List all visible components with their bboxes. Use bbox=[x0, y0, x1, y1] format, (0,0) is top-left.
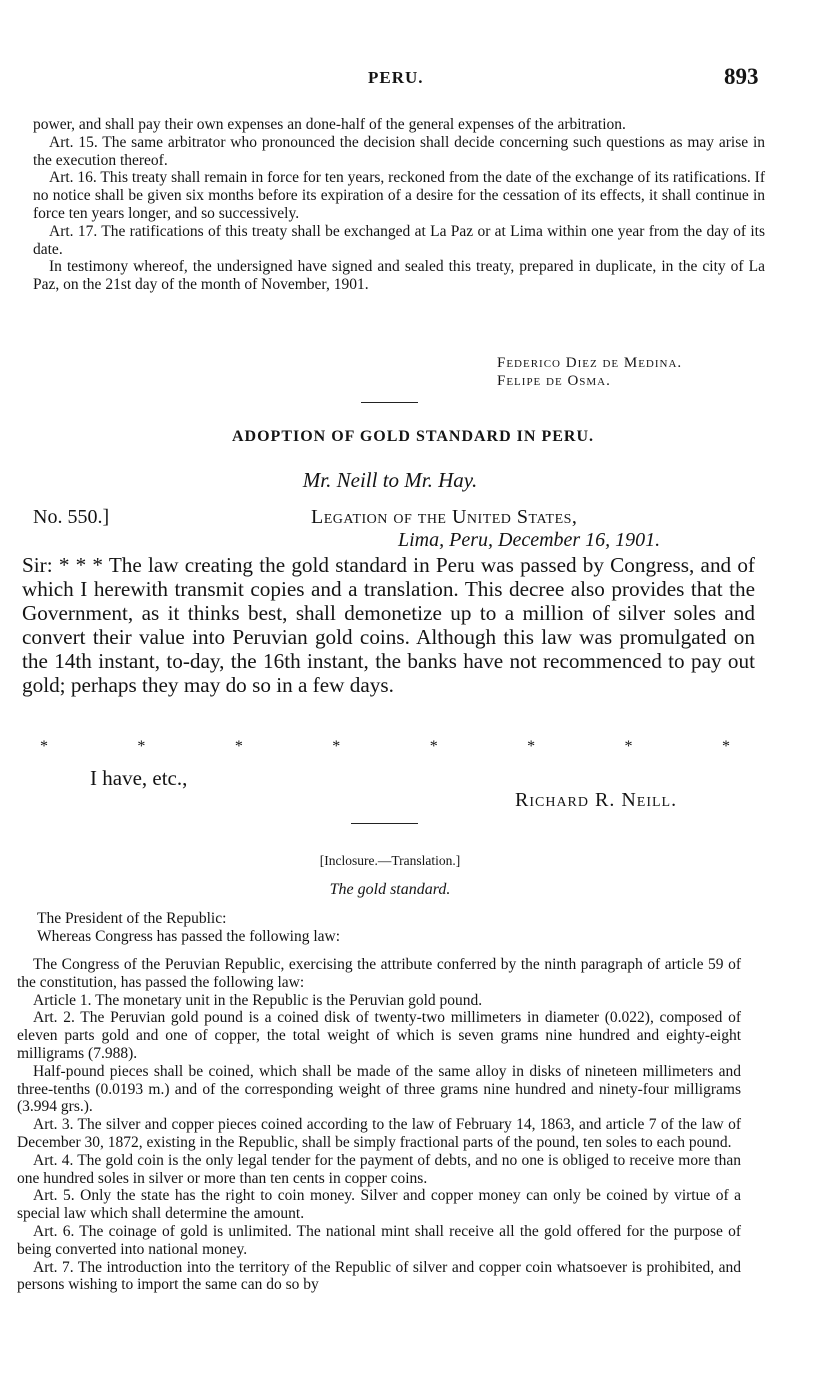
paragraph: The Congress of the Peruvian Republic, exercising the attribute conferred by the ninth paragraph of article 59 of the constitution, has passed the following law: bbox=[17, 956, 741, 991]
paragraph: In testimony whereof, the undersigned have signed and sealed this treaty, prepared in duplicate, in the city of La Paz, on the 21st day of the month of November, 1901. bbox=[33, 258, 765, 294]
paragraph: Art. 6. The coinage of gold is unlimited. The national mint shall receive all the gold offered for the purpose of being converted into national money. bbox=[17, 1222, 741, 1258]
section-title: ADOPTION OF GOLD STANDARD IN PERU. bbox=[231, 428, 594, 445]
paragraph: Half-pound pieces shall be coined, which shall be made of the same alloy in disks of nineteen millimeters and three-tenths (0.0193 m.) and of the corresponding weight of three grams nine hundred and ninety-four milligrams (3.994 grs.). bbox=[17, 1062, 741, 1116]
paragraph: Art. 3. The silver and copper pieces coined according to the law of February 14, 1863, and article 7 of the law of December 30, 1872, existing in the Republic, shall be simply fractional parts of the pound, ten soles to each pound. bbox=[17, 1116, 741, 1151]
section-divider bbox=[351, 823, 418, 824]
legation-line: Legation of the United States, bbox=[311, 506, 578, 528]
letter-closing: I have, etc., bbox=[90, 766, 188, 790]
treaty-conclusion bbox=[33, 116, 765, 294]
signature: Felipe de Osma. bbox=[497, 373, 611, 389]
star: * bbox=[332, 738, 341, 755]
section-divider bbox=[361, 402, 418, 403]
paragraph: Whereas Congress has passed the following law: bbox=[37, 927, 341, 945]
star: * bbox=[137, 738, 146, 755]
inclosure-preamble bbox=[37, 910, 757, 946]
paragraph: Art. 4. The gold coin is the only legal tender for the payment of debts, and no one is obliged to receive more than one hundred soles in silver or more than ten cents in copper coins. bbox=[17, 1151, 741, 1187]
star: * bbox=[624, 738, 633, 755]
letter-signer: Richard R. Neill. bbox=[515, 789, 678, 811]
law-text bbox=[17, 956, 741, 1294]
letter-dateline: Lima, Peru, December 16, 1901. bbox=[398, 529, 661, 551]
star: * bbox=[721, 738, 730, 755]
ellipsis-stars bbox=[40, 738, 730, 756]
paragraph: Article 1. The monetary unit in the Republic is the Peruvian gold pound. bbox=[33, 991, 483, 1009]
paragraph: Art. 7. The introduction into the territory of the Republic of silver and copper coin whatsoever is prohibited, and persons wishing to import the same can do so by bbox=[17, 1258, 741, 1294]
paragraph: Sir: * * * The law creating the gold standard in Peru was passed by Congress, and of which I herewith transmit copies and a translation. This decree also provides that the Government, as it thinks best, shall demonetize up to a million of silver soles and convert their value into Peruvian gold coins. Although this law was promulgated on the 14th instant, to-day, the 16th instant, the banks have not recommenced to pay out gold; perhaps they may do so in a few days. bbox=[22, 553, 755, 697]
paragraph: power, and shall pay their own expenses an done-half of the general expenses of the arbitration. bbox=[33, 116, 626, 133]
paragraph: The President of the Republic: bbox=[37, 910, 227, 927]
paragraph: Art. 17. The ratifications of this treaty shall be exchanged at La Paz or at Lima within one year from the day of its date. bbox=[33, 222, 765, 258]
running-header bbox=[0, 66, 826, 94]
inclosure-subtitle: The gold standard. bbox=[329, 881, 451, 898]
signature: Federico Diez de Medina. bbox=[497, 355, 683, 371]
star: * bbox=[429, 738, 438, 755]
paragraph: Art. 15. The same arbitrator who pronounced the decision shall decide concerning such questions as may arise in the execution thereof. bbox=[33, 133, 765, 169]
star: * bbox=[234, 738, 243, 755]
star: * bbox=[40, 738, 48, 755]
running-title: PERU. bbox=[368, 68, 424, 87]
paragraph: Art. 5. Only the state has the right to coin money. Silver and copper money can only be coined by virtue of a special law which shall determine the amount. bbox=[17, 1187, 741, 1223]
paragraph: Art. 16. This treaty shall remain in force for ten years, reckoned from the date of the exchange of its ratifications. If no notice shall be given six months before its expiration of a desire for the cessation of its effects, it shall continue in force ten years longer, and so successively. bbox=[33, 169, 765, 222]
star: * bbox=[527, 738, 536, 755]
letter-heading: Mr. Neill to Mr. Hay. bbox=[302, 468, 478, 492]
treaty-signatures bbox=[497, 354, 682, 390]
letter-body bbox=[22, 553, 755, 697]
paragraph: Art. 2. The Peruvian gold pound is a coined disk of twenty-two millimeters in diameter (0.022), composed of eleven parts gold and one of copper, the total weight of which is seven grams nine hundred and eighty-eight milligrams (7.988). bbox=[17, 1009, 741, 1062]
letter-number: No. 550.] bbox=[33, 506, 110, 528]
page-number: 893 bbox=[724, 64, 759, 89]
inclosure-label: [Inclosure.—Translation.] bbox=[319, 853, 461, 868]
